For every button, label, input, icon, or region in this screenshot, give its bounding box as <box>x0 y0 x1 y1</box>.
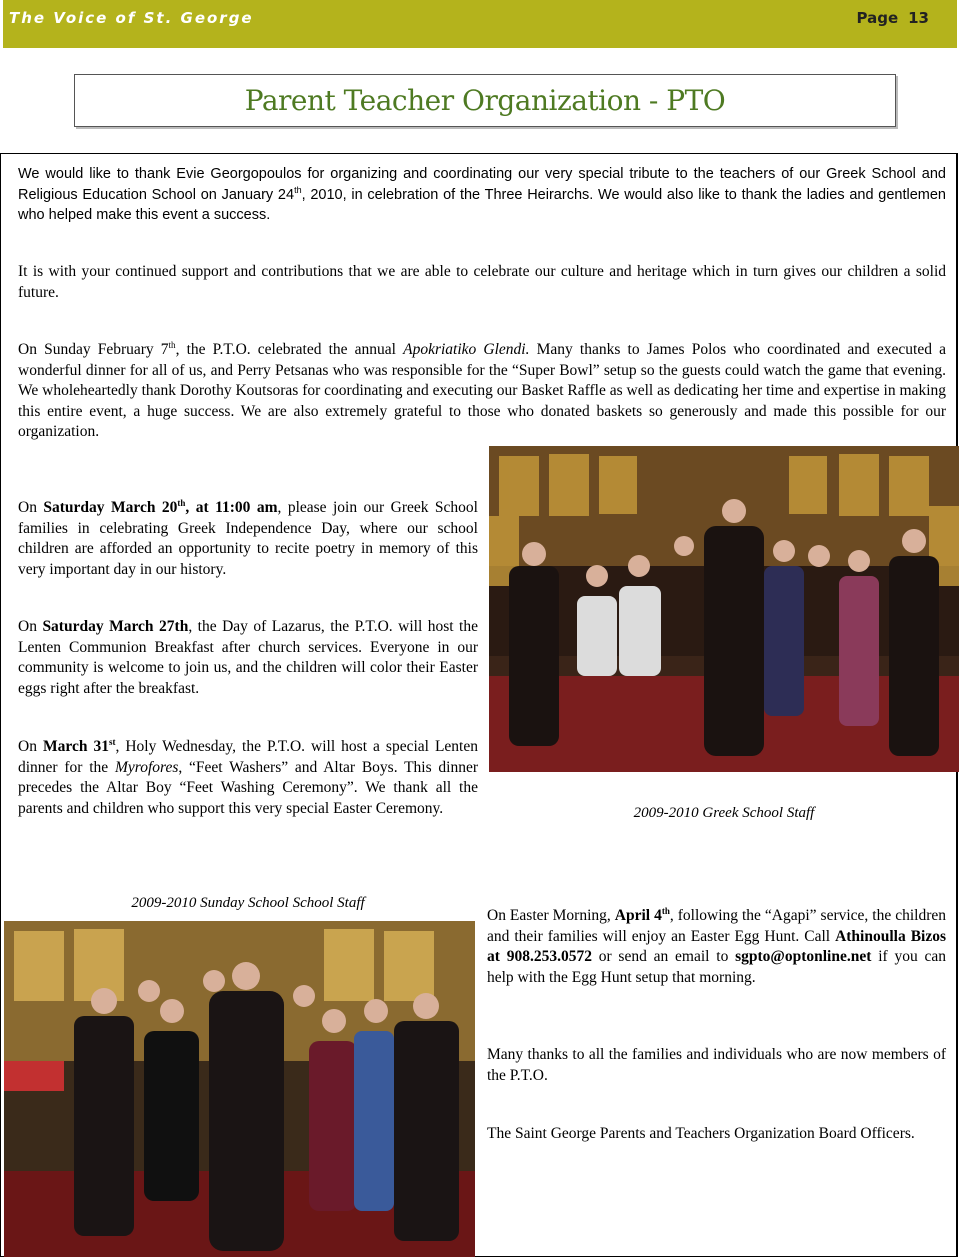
sunday-school-caption: 2009-2010 Sunday School School Staff <box>131 895 365 911</box>
board-officers-signature: The Saint George Parents and Teachers Organization Board Officers. <box>487 1125 915 1142</box>
support-paragraph: It is with your continued support and contributions that we are able to celebrate our culture and heritage which in turn gives our children a solid future. <box>18 263 946 301</box>
content-frame <box>0 153 958 1257</box>
page-title: Parent Teacher Organization - PTO <box>244 84 726 117</box>
page-number <box>847 9 930 27</box>
thanks-paragraph: We would like to thank Evie Georgopoulos for organizing and coordinating our very special tribute to the teachers of our Greek School and Religious Education School on January 24th, 2010, in celebration of the Three Heirarchs. We would also like to thank the ladies and gentlemen who helped make this event a success. <box>18 166 946 223</box>
holy-wednesday-paragraph: On March 31st, Holy Wednesday, the P.T.O. will host a special Lenten dinner for the Myrofores, “Feet Washers” and Altar Boys. This dinner precedes the Altar Boy “Feet Washing Ceremony”. We thank all the parents and children who support this very special Easter Ceremony. <box>18 736 479 817</box>
section-title-box <box>74 74 896 127</box>
header-bar <box>3 0 957 48</box>
sunday-school-staff-photo <box>4 921 475 1257</box>
greek-school-staff-photo <box>489 446 959 772</box>
lazarus-paragraph: On Saturday March 27th, the Day of Lazarus, the P.T.O. will host the Lenten Communion Breakfast after church services. Everyone in our community is welcome to join us, and the children will color their Easter eggs right after the breakfast. <box>18 618 478 697</box>
page-number-value: 13 <box>908 9 929 27</box>
members-thanks-paragraph: Many thanks to all the families and individuals who are now members of the P.T.O. <box>487 1046 946 1084</box>
greek-school-caption: 2009-2010 Greek School Staff <box>633 805 815 821</box>
publication-name: The Voice of St. George <box>9 9 254 27</box>
glendi-paragraph: On Sunday February 7th, the P.T.O. celebrated the annual Apokriatiko Glendi. Many thanks to James Polos who coordinated and executed a wonderful dinner for all of us, and Perry Petsanas who was responsible for the “Super Bowl” setup so the guests could watch the game that evening. We wholeheartedly thank Dorothy Koutsoras for coordinating and executing our Basket Raffle as well as dedicating her time and expertise in making this entire event, a huge success. We are also extremely grateful to those who donated baskets so generously and made this possible for our organization. <box>18 339 947 440</box>
independence-day-paragraph: On Saturday March 20th, at 11:00 am, please join our Greek School families in celebrating Greek Independence Day, where our school children are afforded an opportunity to recite poetry in memory of this very important day in our history. <box>18 497 478 578</box>
page-label: Page <box>856 9 899 27</box>
easter-egg-hunt-paragraph: On Easter Morning, April 4th, following the “Agapi” service, the children and their families will enjoy an Easter Egg Hunt. Call Athinoulla Bizos at 908.253.0572 or send an email to sgpto@optonline.net if you can help with the Egg Hunt setup that morning. <box>487 905 947 986</box>
